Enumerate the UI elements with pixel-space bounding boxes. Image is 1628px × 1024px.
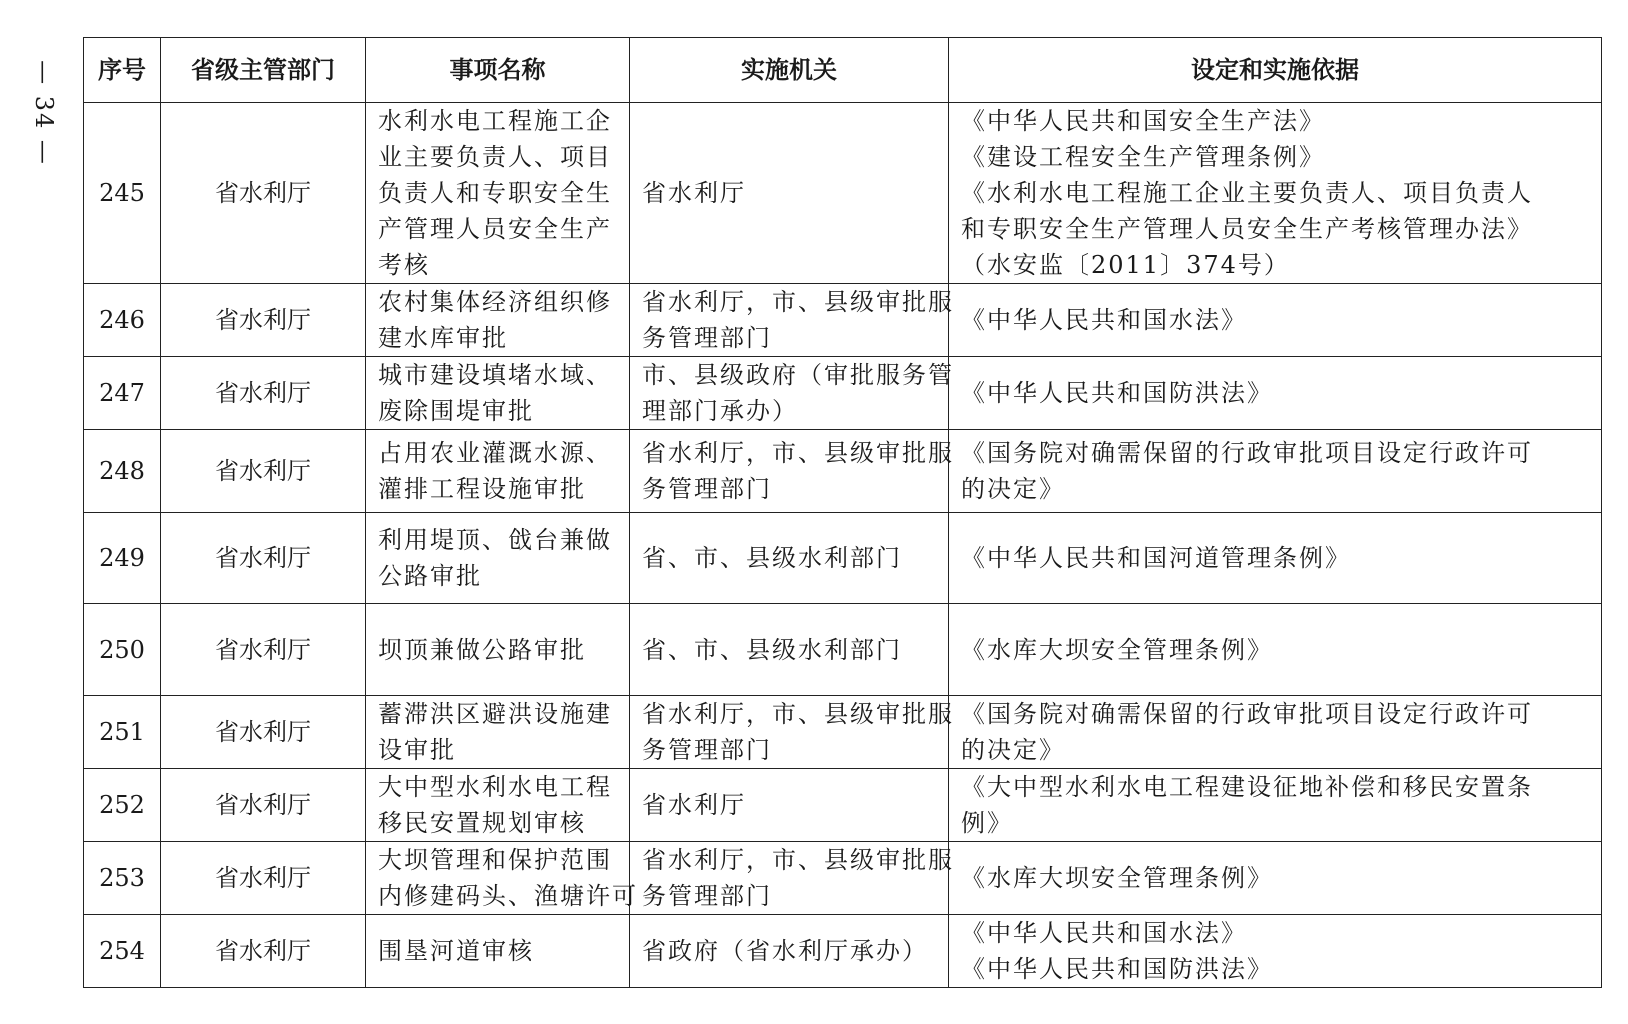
table-row	[84, 915, 1602, 988]
cell-basis	[949, 430, 1602, 513]
cell-basis	[949, 769, 1602, 842]
basis-text-line: 《水利水电工程施工企业主要负责人、项目负责人	[961, 179, 1533, 207]
cell-basis	[949, 842, 1602, 915]
cell-serial: 251	[84, 696, 161, 769]
basis-text-line: 《水库大坝安全管理条例》	[961, 635, 1273, 664]
table-header-row	[84, 38, 1602, 103]
cell-department: 省水利厅	[161, 604, 366, 696]
page-number: — 34 —	[30, 60, 59, 166]
item-text-line: 坝顶兼做公路审批	[378, 635, 586, 664]
cell-department: 省水利厅	[161, 103, 366, 284]
agency-text-line: 务管理部门	[642, 882, 772, 910]
agency-text-line: 省水利厅，市、县级审批服	[642, 439, 954, 467]
item-text-line: 农村集体经济组织修	[378, 288, 612, 316]
table-row	[84, 357, 1602, 430]
item-text-line: 移民安置规划审核	[378, 809, 586, 837]
header-basis: 设定和实施依据	[949, 38, 1602, 103]
cell-serial: 247	[84, 357, 161, 430]
cell-serial: 249	[84, 513, 161, 604]
cell-department: 省水利厅	[161, 915, 366, 988]
basis-text-line: 《建设工程安全生产管理条例》	[961, 143, 1325, 171]
cell-basis	[949, 513, 1602, 604]
cell-basis	[949, 915, 1602, 988]
item-text-line: 产管理人员安全生产	[378, 215, 612, 243]
item-text-line: 公路审批	[378, 562, 482, 590]
item-text-line: 大坝管理和保护范围	[378, 846, 612, 874]
cell-item	[366, 430, 630, 513]
table-row	[84, 103, 1602, 284]
agency-text-line: 省水利厅	[642, 791, 746, 819]
cell-basis	[949, 284, 1602, 357]
basis-text-line: 《中华人民共和国安全生产法》	[961, 107, 1325, 135]
basis-text-line: 《中华人民共和国防洪法》	[961, 955, 1273, 983]
cell-agency	[630, 430, 954, 513]
cell-agency	[630, 769, 949, 842]
header-agency: 实施机关	[630, 38, 949, 103]
cell-department: 省水利厅	[161, 430, 366, 513]
cell-basis	[949, 357, 1602, 430]
item-text-line: 考核	[378, 251, 430, 279]
cell-department: 省水利厅	[161, 842, 366, 915]
header-item-name: 事项名称	[366, 38, 630, 103]
basis-text-line: 的决定》	[961, 736, 1065, 764]
item-text-line: 占用农业灌溉水源、	[378, 439, 612, 467]
table-row	[84, 284, 1602, 357]
cell-agency	[630, 842, 954, 915]
table-row	[84, 696, 1602, 769]
item-text-line: 围垦河道审核	[378, 937, 534, 965]
basis-text-line: 《中华人民共和国防洪法》	[961, 379, 1273, 407]
item-text-line: 灌排工程设施审批	[378, 475, 586, 503]
agency-text-line: 省水利厅	[642, 179, 746, 207]
cell-agency	[630, 103, 949, 284]
basis-text-line: 《水库大坝安全管理条例》	[961, 864, 1273, 892]
agency-text-line: 省政府（省水利厅承办）	[642, 937, 928, 965]
cell-item	[366, 357, 630, 430]
cell-item	[366, 604, 630, 696]
cell-serial: 245	[84, 103, 161, 284]
cell-department: 省水利厅	[161, 357, 366, 430]
item-text-line: 负责人和专职安全生	[378, 179, 612, 207]
agency-text-line: 省、市、县级水利部门	[642, 635, 902, 664]
cell-serial: 246	[84, 284, 161, 357]
basis-text-line: 《国务院对确需保留的行政审批项目设定行政许可	[961, 439, 1533, 467]
basis-text-line: 的决定》	[961, 475, 1065, 503]
header-department: 省级主管部门	[161, 38, 366, 103]
cell-department: 省水利厅	[161, 284, 366, 357]
cell-serial: 254	[84, 915, 161, 988]
cell-item	[366, 284, 630, 357]
basis-text-line: 《中华人民共和国河道管理条例》	[961, 544, 1351, 572]
agency-text-line: 市、县级政府（审批服务管	[642, 361, 954, 389]
cell-serial: 248	[84, 430, 161, 513]
table-row	[84, 769, 1602, 842]
cell-department: 省水利厅	[161, 696, 366, 769]
item-text-line: 业主要负责人、项目	[378, 143, 612, 171]
cell-department: 省水利厅	[161, 513, 366, 604]
basis-text-line: （水安监〔2011〕374号）	[961, 251, 1290, 279]
cell-serial: 253	[84, 842, 161, 915]
agency-text-line: 省水利厅，市、县级审批服	[642, 288, 954, 316]
item-text-line: 利用堤顶、戗台兼做	[378, 526, 612, 554]
agency-text-line: 务管理部门	[642, 475, 772, 503]
cell-agency	[630, 915, 949, 988]
cell-agency	[630, 696, 954, 769]
cell-item	[366, 696, 630, 769]
basis-text-line: 《中华人民共和国水法》	[961, 306, 1247, 334]
cell-item	[366, 513, 630, 604]
cell-basis	[949, 604, 1602, 696]
agency-text-line: 理部门承办）	[642, 397, 798, 425]
item-text-line: 城市建设填堵水域、	[378, 361, 612, 389]
table-row	[84, 604, 1602, 696]
cell-item	[366, 769, 630, 842]
header-serial: 序号	[84, 38, 161, 103]
approval-items-table	[83, 37, 1602, 988]
agency-text-line: 省、市、县级水利部门	[642, 544, 902, 572]
cell-item	[366, 103, 630, 284]
cell-agency	[630, 284, 954, 357]
basis-text-line: 《国务院对确需保留的行政审批项目设定行政许可	[961, 700, 1533, 728]
item-text-line: 大中型水利水电工程	[378, 773, 612, 801]
cell-serial: 252	[84, 769, 161, 842]
item-text-line: 建水库审批	[378, 324, 508, 352]
item-text-line: 水利水电工程施工企	[378, 107, 612, 135]
basis-text-line: 《中华人民共和国水法》	[961, 919, 1247, 947]
basis-text-line: 和专职安全生产管理人员安全生产考核管理办法》	[961, 215, 1533, 243]
cell-department: 省水利厅	[161, 769, 366, 842]
table-row	[84, 430, 1602, 513]
table-row	[84, 513, 1602, 604]
item-text-line: 设审批	[378, 736, 456, 764]
agency-text-line: 务管理部门	[642, 324, 772, 352]
agency-text-line: 省水利厅，市、县级审批服	[642, 700, 954, 728]
cell-agency	[630, 357, 954, 430]
cell-serial: 250	[84, 604, 161, 696]
cell-item	[366, 915, 630, 988]
item-text-line: 内修建码头、渔塘许可	[378, 882, 638, 910]
cell-agency	[630, 513, 949, 604]
basis-text-line: 例》	[961, 809, 1013, 837]
basis-text-line: 《大中型水利水电工程建设征地补偿和移民安置条	[961, 773, 1533, 801]
cell-item	[366, 842, 638, 915]
cell-agency	[630, 604, 949, 696]
item-text-line: 蓄滞洪区避洪设施建	[378, 700, 612, 728]
agency-text-line: 务管理部门	[642, 736, 772, 764]
cell-basis	[949, 103, 1602, 284]
table-row	[84, 842, 1602, 915]
agency-text-line: 省水利厅，市、县级审批服	[642, 846, 954, 874]
cell-basis	[949, 696, 1602, 769]
item-text-line: 废除围堤审批	[378, 397, 534, 425]
